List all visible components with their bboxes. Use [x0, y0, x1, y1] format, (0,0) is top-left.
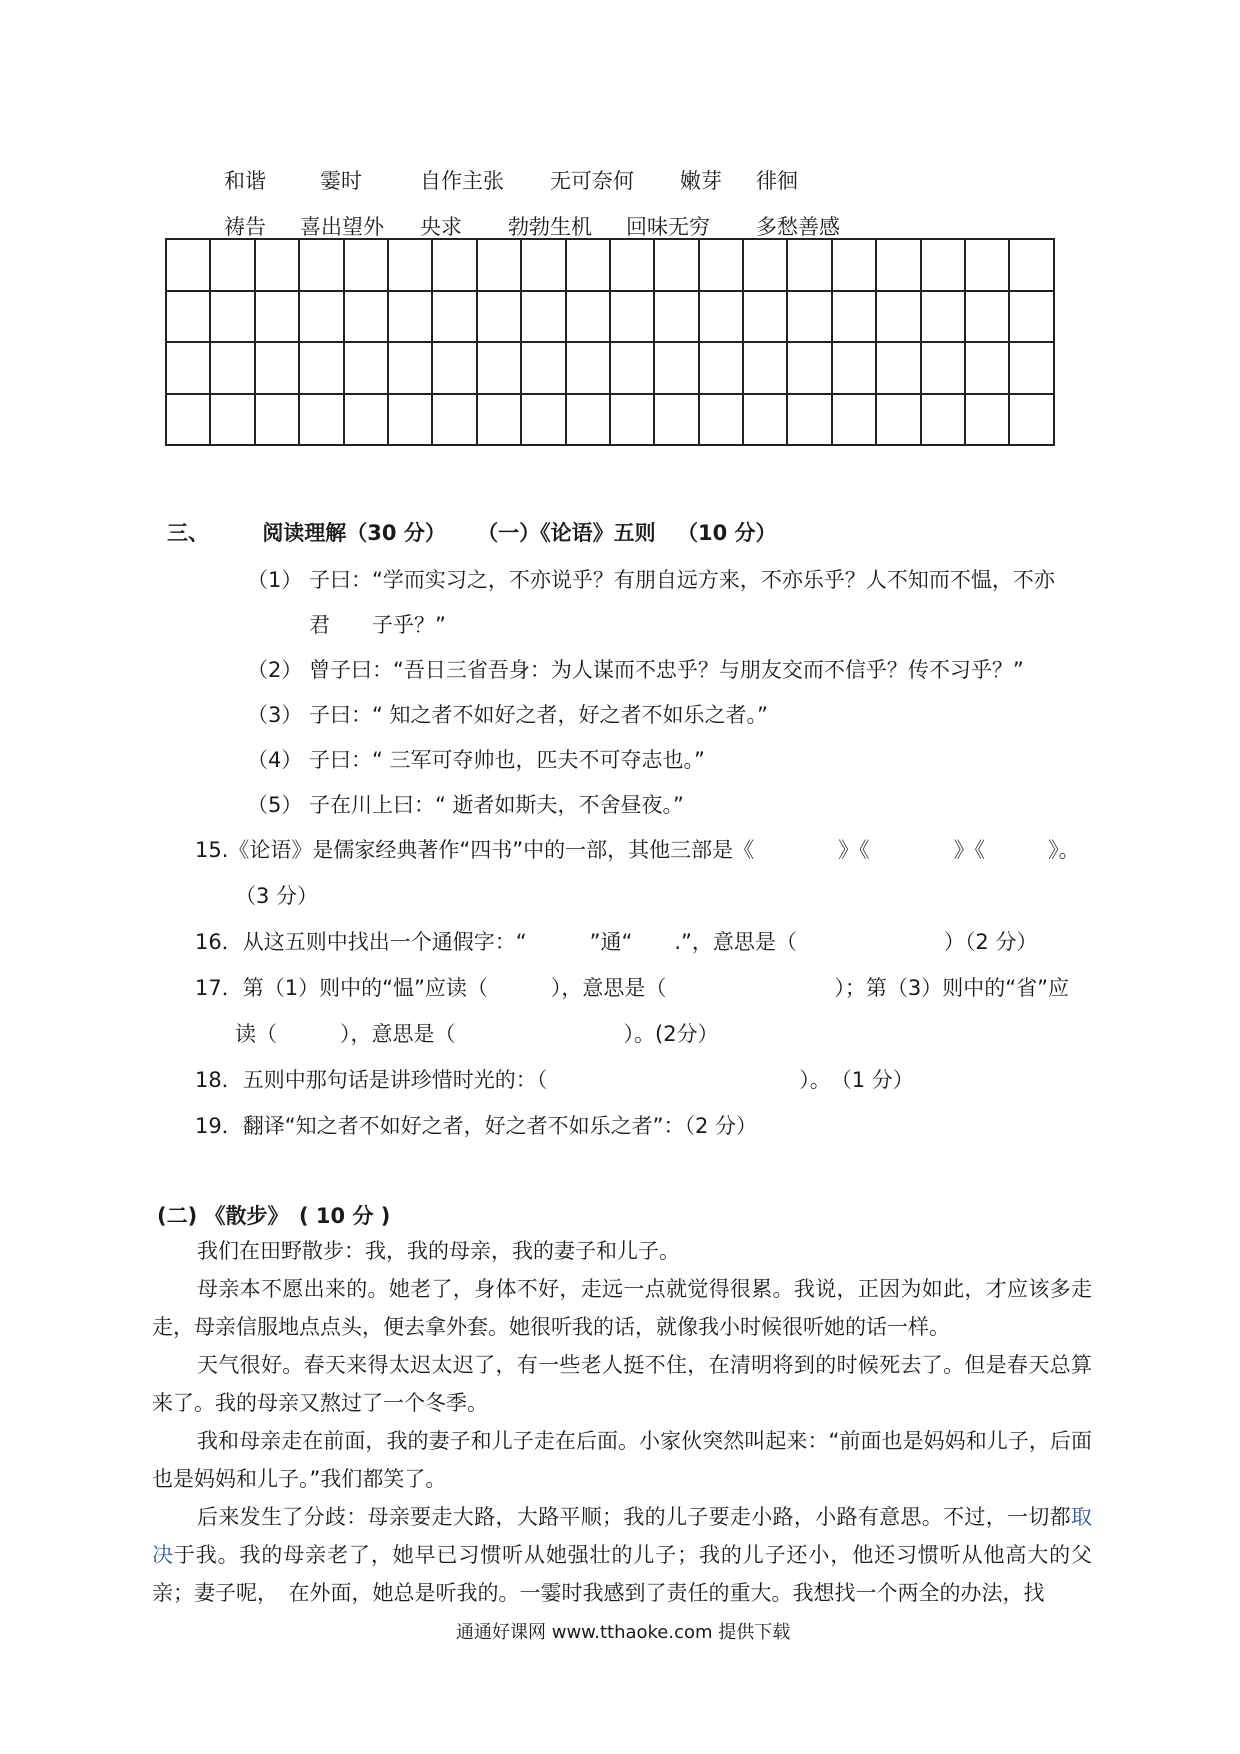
grid-cell[interactable] — [344, 239, 388, 291]
grid-cell[interactable] — [699, 394, 743, 446]
subsection-points: （10 分） — [676, 521, 777, 545]
word-item: 霎时 — [320, 169, 362, 193]
grid-cell[interactable] — [566, 239, 610, 291]
sanbu-paragraph: 天气很好。春天来得太迟太迟了，有一些老人挺不住，在清明将到的时候死去了。但是春天总算来了。我的母亲又熬过了一个冬季。 — [152, 1353, 1092, 1415]
lunyu-1-cont: 君 子乎？” — [309, 613, 446, 637]
qujue-link[interactable]: 取决 — [152, 1505, 1092, 1567]
grid-cell[interactable] — [299, 239, 343, 291]
lunyu-text: 子曰：“ 知之者不如好之者，好之者不如乐之者。” — [309, 703, 768, 727]
grid-cell[interactable] — [255, 239, 299, 291]
grid-cell[interactable] — [388, 291, 432, 343]
question-17: 17．第（1）则中的“愠”应读（ ），意思是（ ）；第（3）则中的“省”应 — [195, 976, 1069, 1000]
grid-cell[interactable] — [654, 239, 698, 291]
grid-cell[interactable] — [1009, 291, 1053, 343]
lunyu-text: 子曰：“学而实习之，不亦说乎？有朋自远方来，不亦乐乎？人不知而不愠，不亦 — [309, 568, 1055, 592]
lunyu-num: （4） — [247, 748, 303, 772]
grid-cell[interactable] — [521, 342, 565, 394]
grid-cell[interactable] — [832, 394, 876, 446]
grid-cell[interactable] — [477, 342, 521, 394]
grid-cell[interactable] — [432, 239, 476, 291]
lunyu-text: 子在川上曰：“ 逝者如斯夫，不舍昼夜。” — [309, 793, 684, 817]
grid-cell[interactable] — [921, 239, 965, 291]
grid-cell[interactable] — [566, 342, 610, 394]
sanbu-paragraph — [152, 1498, 1092, 1612]
grid-cell[interactable] — [521, 239, 565, 291]
section-title: 阅读理解（30 分） — [262, 521, 446, 545]
grid-cell[interactable] — [787, 291, 831, 343]
grid-cell[interactable] — [566, 291, 610, 343]
grid-cell[interactable] — [921, 291, 965, 343]
sanbu-passage — [152, 1232, 1092, 1612]
question-19: 19．翻译“知之者不如好之者，好之者不如乐之者”：（2 分） — [195, 1114, 758, 1138]
grid-cell[interactable] — [521, 394, 565, 446]
grid-cell[interactable] — [965, 291, 1009, 343]
grid-cell[interactable] — [477, 394, 521, 446]
grid-cell[interactable] — [521, 291, 565, 343]
grid-row — [166, 342, 1054, 394]
grid-cell[interactable] — [388, 394, 432, 446]
grid-cell[interactable] — [965, 394, 1009, 446]
grid-cell[interactable] — [921, 342, 965, 394]
writing-grid[interactable] — [165, 238, 1055, 446]
word-item: 和谐 — [224, 169, 266, 193]
grid-cell[interactable] — [743, 239, 787, 291]
word-item: 喜出望外 — [300, 215, 384, 239]
lunyu-5 — [247, 789, 684, 819]
grid-cell[interactable] — [210, 342, 254, 394]
grid-cell[interactable] — [654, 342, 698, 394]
grid-cell[interactable] — [299, 291, 343, 343]
grid-cell[interactable] — [255, 394, 299, 446]
lunyu-2 — [247, 654, 1024, 684]
lunyu-text: 曾子曰：“吾日三省吾身：为人谋而不忠乎？与朋友交而不信乎？传不习乎？” — [309, 658, 1024, 682]
grid-cell[interactable] — [388, 239, 432, 291]
grid-cell[interactable] — [566, 394, 610, 446]
grid-cell[interactable] — [876, 239, 920, 291]
sanbu-text: 于我。我的母亲老了，她早已习惯听从她强壮的儿子；我的儿子还小，他还习惯听从他高大的父亲；妻子呢， 在外面，她总是听我的。一霎时我感到了责任的重大。我想找一个两全的办法，找 — [152, 1543, 1093, 1605]
page-footer: 通通好课网 www.tthaoke.com 提供下载 — [456, 1622, 791, 1643]
grid-cell[interactable] — [965, 239, 1009, 291]
grid-cell[interactable] — [166, 291, 210, 343]
question-17-cont: 读（ ），意思是（ ）。(2分） — [235, 1022, 719, 1046]
question-18: 18．五则中那句话是讲珍惜时光的：（ ）。 （1 分） — [195, 1068, 914, 1092]
section-number: 三、 — [167, 521, 209, 545]
grid-cell[interactable] — [1009, 394, 1053, 446]
grid-cell[interactable] — [210, 394, 254, 446]
grid-cell[interactable] — [166, 394, 210, 446]
word-item: 回味无穷 — [626, 215, 710, 239]
word-item: 无可奈何 — [550, 169, 634, 193]
grid-cell[interactable] — [699, 291, 743, 343]
grid-cell[interactable] — [832, 239, 876, 291]
grid-cell[interactable] — [610, 342, 654, 394]
grid-cell[interactable] — [610, 291, 654, 343]
grid-cell[interactable] — [743, 291, 787, 343]
lunyu-num: （3） — [247, 703, 303, 727]
question-15-points: （3 分） — [235, 884, 319, 908]
grid-cell[interactable] — [832, 342, 876, 394]
grid-cell[interactable] — [743, 394, 787, 446]
word-item: 嫩芽 — [680, 169, 722, 193]
grid-cell[interactable] — [477, 291, 521, 343]
subsection-title: （一）《论语》五则 — [477, 521, 656, 545]
lunyu-3 — [247, 699, 768, 729]
lunyu-text: 子曰：“ 三军可夺帅也，匹夫不可夺志也。” — [309, 748, 705, 772]
grid-cell[interactable] — [743, 342, 787, 394]
grid-cell[interactable] — [432, 394, 476, 446]
grid-cell[interactable] — [432, 342, 476, 394]
grid-cell[interactable] — [965, 342, 1009, 394]
grid-cell[interactable] — [654, 394, 698, 446]
word-item: 央求 — [420, 215, 462, 239]
word-item: 多愁善感 — [756, 215, 840, 239]
grid-cell[interactable] — [699, 342, 743, 394]
grid-cell[interactable] — [299, 342, 343, 394]
grid-row — [166, 394, 1054, 446]
grid-cell[interactable] — [477, 239, 521, 291]
grid-cell[interactable] — [699, 239, 743, 291]
section-three-heading — [167, 517, 777, 547]
grid-cell[interactable] — [876, 394, 920, 446]
grid-cell[interactable] — [344, 342, 388, 394]
grid-cell[interactable] — [921, 394, 965, 446]
word-item: 自作主张 — [420, 169, 504, 193]
grid-cell[interactable] — [787, 239, 831, 291]
question-16: 16．从这五则中找出一个通假字：“ ”通“ .”，意思是（ ）（2 分） — [195, 930, 1038, 954]
grid-cell[interactable] — [1009, 239, 1053, 291]
word-item: 祷告 — [224, 215, 266, 239]
grid-cell[interactable] — [388, 342, 432, 394]
grid-cell[interactable] — [610, 394, 654, 446]
grid-row — [166, 291, 1054, 343]
lunyu-4 — [247, 744, 705, 774]
question-15: 15.《论语》是儒家经典著作“四书”中的一部，其他三部是《 》《 》《 》。 — [195, 838, 1080, 862]
grid-cell[interactable] — [299, 394, 343, 446]
sanbu-paragraph: 母亲本不愿出来的。她老了，身体不好，走远一点就觉得很累。我说，正因为如此，才应该多走走，母亲信服地点点头，便去拿外套。她很听我的话，就像我小时候很听她的话一样。 — [152, 1277, 1092, 1339]
lunyu-1 — [247, 564, 1055, 594]
sanbu-paragraph: 我和母亲走在前面，我的妻子和儿子走在后面。小家伙突然叫起来：“前面也是妈妈和儿子，后面也是妈妈和儿子。”我们都笑了。 — [152, 1429, 1092, 1491]
grid-cell[interactable] — [166, 239, 210, 291]
word-item: 勃勃生机 — [508, 215, 592, 239]
section-sanbu-heading: (二) 《散步》 ( 10 分 ) — [157, 1204, 391, 1228]
lunyu-num: （1） — [247, 568, 303, 592]
grid-cell[interactable] — [654, 291, 698, 343]
grid-cell[interactable] — [876, 291, 920, 343]
sanbu-paragraph: 我们在田野散步：我，我的母亲，我的妻子和儿子。 — [197, 1239, 680, 1263]
grid-cell[interactable] — [166, 342, 210, 394]
grid-cell[interactable] — [255, 291, 299, 343]
grid-cell[interactable] — [610, 239, 654, 291]
sanbu-text: 后来发生了分歧：母亲要走大路，大路平顺；我的儿子要走小路，小路有意思。不过，一切都 — [197, 1505, 1071, 1529]
word-item: 徘徊 — [756, 169, 798, 193]
grid-cell[interactable] — [344, 394, 388, 446]
grid-cell[interactable] — [787, 394, 831, 446]
grid-cell[interactable] — [344, 291, 388, 343]
grid-cell[interactable] — [1009, 342, 1053, 394]
lunyu-num: （5） — [247, 793, 303, 817]
grid-cell[interactable] — [255, 342, 299, 394]
grid-cell[interactable] — [787, 342, 831, 394]
grid-cell[interactable] — [832, 291, 876, 343]
grid-row — [166, 239, 1054, 291]
grid-cell[interactable] — [210, 239, 254, 291]
grid-cell[interactable] — [876, 342, 920, 394]
grid-cell[interactable] — [432, 291, 476, 343]
lunyu-num: （2） — [247, 658, 303, 682]
grid-cell[interactable] — [210, 291, 254, 343]
